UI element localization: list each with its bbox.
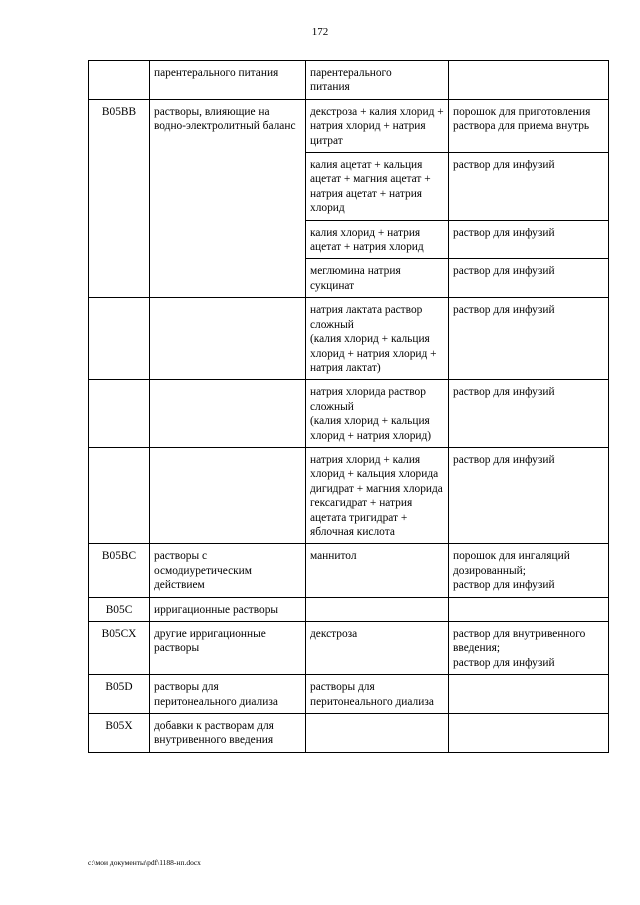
group-cell: парентерального питания bbox=[150, 61, 306, 100]
atc-code-cell: B05BB bbox=[89, 99, 150, 297]
table-row bbox=[89, 622, 609, 675]
table-row bbox=[89, 597, 609, 621]
dosage-form-cell bbox=[449, 597, 609, 621]
table-row bbox=[89, 99, 609, 152]
substance-cell: калия ацетат + кальция ацетат + магния ацетат + натрия ацетат + натрия хлорид bbox=[306, 153, 449, 221]
dosage-form-cell: раствор для инфузий bbox=[449, 220, 609, 259]
dosage-form-cell: раствор для инфузий bbox=[449, 447, 609, 543]
table-row bbox=[89, 714, 609, 753]
group-cell: растворы с осмодиуретическим действием bbox=[150, 544, 306, 597]
group-cell bbox=[150, 298, 306, 380]
dosage-form-cell bbox=[449, 714, 609, 753]
group-cell bbox=[150, 380, 306, 448]
table-row bbox=[89, 675, 609, 714]
dosage-form-cell: порошок для ингаляций дозированный; раствор для инфузий bbox=[449, 544, 609, 597]
atc-code-cell: B05C bbox=[89, 597, 150, 621]
dosage-form-cell: порошок для приготовления раствора для приема внутрь bbox=[449, 99, 609, 152]
group-cell: растворы, влияющие на водно-электролитный баланс bbox=[150, 99, 306, 297]
substance-cell: растворы для перитонеального диализа bbox=[306, 675, 449, 714]
substance-cell: натрия лактата раствор сложный (калия хлорид + кальция хлорид + натрия хлорид + натрия лактат) bbox=[306, 298, 449, 380]
dosage-form-cell bbox=[449, 61, 609, 100]
table-row bbox=[89, 380, 609, 448]
atc-code-cell: B05CX bbox=[89, 622, 150, 675]
group-cell: другие ирригационные растворы bbox=[150, 622, 306, 675]
group-cell bbox=[150, 447, 306, 543]
atc-code-cell: B05D bbox=[89, 675, 150, 714]
file-path-footer: c:\мои документы\pdf\1188-нп.docx bbox=[88, 858, 201, 867]
substance-cell bbox=[306, 597, 449, 621]
group-cell: добавки к растворам для внутривенного введения bbox=[150, 714, 306, 753]
dosage-form-cell: раствор для инфузий bbox=[449, 380, 609, 448]
atc-code-cell bbox=[89, 447, 150, 543]
dosage-form-cell: раствор для инфузий bbox=[449, 153, 609, 221]
dosage-form-cell: раствор для инфузий bbox=[449, 298, 609, 380]
dosage-form-cell: раствор для внутривенного введения; раствор для инфузий bbox=[449, 622, 609, 675]
substance-cell: натрия хлорид + калия хлорид + кальция хлорида дигидрат + магния хлорида гексагидрат + натрия ацетата тригидрат + яблочная кислота bbox=[306, 447, 449, 543]
substance-cell: парентерального питания bbox=[306, 61, 449, 100]
table-row bbox=[89, 61, 609, 100]
table-row bbox=[89, 447, 609, 543]
page-number: 172 bbox=[311, 26, 329, 38]
atc-code-cell bbox=[89, 61, 150, 100]
substance-cell: декстроза bbox=[306, 622, 449, 675]
substance-cell bbox=[306, 714, 449, 753]
substance-cell: маннитол bbox=[306, 544, 449, 597]
table-row bbox=[89, 544, 609, 597]
dosage-form-cell: раствор для инфузий bbox=[449, 259, 609, 298]
substance-cell: декстроза + калия хлорид + натрия хлорид + натрия цитрат bbox=[306, 99, 449, 152]
substance-cell: натрия хлорида раствор сложный (калия хлорид + кальция хлорид + натрия хлорид) bbox=[306, 380, 449, 448]
drug-table bbox=[88, 60, 609, 753]
table-row bbox=[89, 298, 609, 380]
substance-cell: калия хлорид + натрия ацетат + натрия хлорид bbox=[306, 220, 449, 259]
atc-code-cell: B05BC bbox=[89, 544, 150, 597]
dosage-form-cell bbox=[449, 675, 609, 714]
atc-code-cell bbox=[89, 380, 150, 448]
atc-code-cell: B05X bbox=[89, 714, 150, 753]
group-cell: растворы для перитонеального диализа bbox=[150, 675, 306, 714]
substance-cell: меглюмина натрия сукцинат bbox=[306, 259, 449, 298]
atc-code-cell bbox=[89, 298, 150, 380]
group-cell: ирригационные растворы bbox=[150, 597, 306, 621]
